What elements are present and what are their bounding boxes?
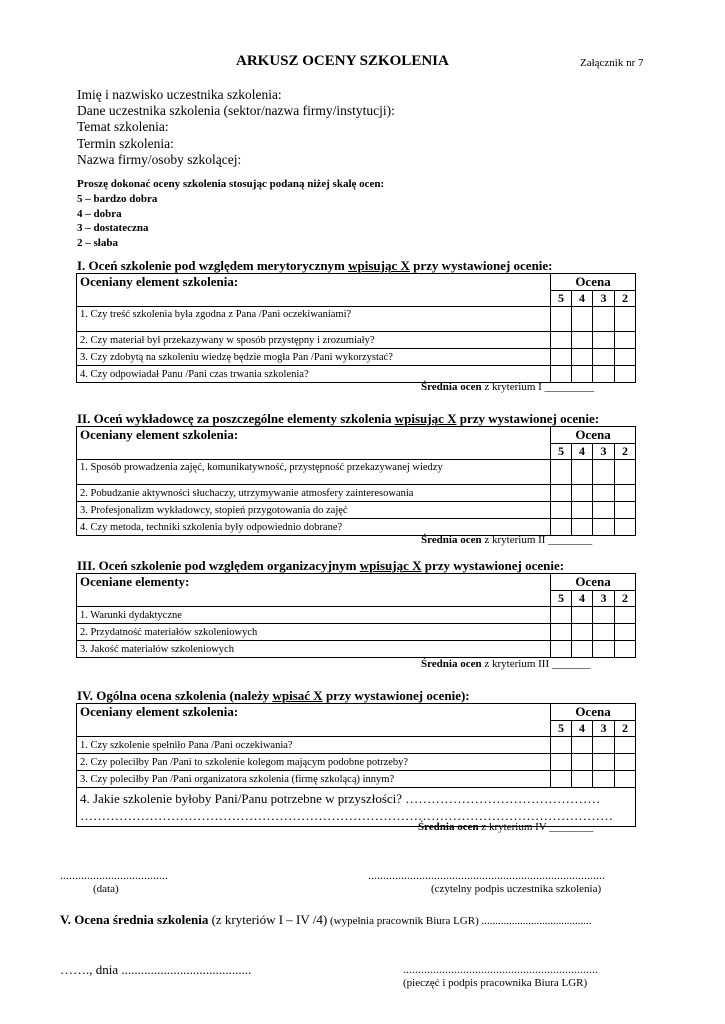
column-header: Oceniane elementy: [77,574,551,607]
participant-signature-label: (czytelny podpis uczestnika szkolenia) [431,883,602,895]
grade-cell[interactable] [615,332,636,349]
question: 1. Warunki dydaktyczne [77,607,551,624]
question: 4. Czy odpowiadał Panu /Pani czas trwania szkolenia? [77,366,551,383]
section-1-average: Średnia ocen z kryterium I _________ [421,381,595,393]
grading-scale [77,177,384,251]
grade-2: 2 [615,444,636,460]
grade-cell[interactable] [551,332,572,349]
question: 1. Czy treść szkolenia była zgodna z Pana /Pani oczekiwaniami? [77,307,551,332]
section-5-line: V. Ocena średnia szkolenia (z kryteriów I – IV /4) (wypełnia pracownik Biura LGR) ........................................ [60,912,592,927]
scale-item: 4 – dobra [77,207,122,220]
grade-cell[interactable] [593,485,615,502]
grade-cell[interactable] [572,502,593,519]
column-header: Oceniany element szkolenia: [77,274,551,307]
section-3-title: III. Oceń szkolenie pod względem organizacyjnym wpisując X przy wystawionej ocenie: [77,558,565,573]
table-row [77,332,636,349]
grade-cell[interactable] [593,737,615,754]
grade-cell[interactable] [572,307,593,332]
grade-cell[interactable] [551,366,572,383]
column-header: Oceniany element szkolenia: [77,704,551,737]
info-line: Termin szkolenia: [77,135,174,151]
grade-cell[interactable] [593,771,615,788]
grade-cell[interactable] [615,307,636,332]
column-header: Oceniany element szkolenia: [77,427,551,460]
grade-cell[interactable] [593,519,615,536]
ocena-header: Ocena [551,704,636,721]
section-1-table [76,273,636,383]
stamp-signature-label: (pieczęć i podpis pracownika Biura LGR) [403,977,588,989]
grade-cell[interactable] [572,349,593,366]
table-row [77,307,636,332]
scale-item: 3 – dostateczna [77,222,149,235]
table-row [77,485,636,502]
grade-cell[interactable] [615,502,636,519]
question: 4. Czy metoda, techniki szkolenia były odpowiednio dobrane? [77,519,551,536]
grade-cell[interactable] [551,754,572,771]
grade-cell[interactable] [593,349,615,366]
date-place-line[interactable]: ……., dnia ........................................ [60,962,252,977]
section-3-table [76,573,636,658]
stamp-signature-dots[interactable]: ................................................................. [403,962,598,976]
grade-cell[interactable] [572,519,593,536]
grade-cell[interactable] [551,502,572,519]
info-line: Imię i nazwisko uczestnika szkolenia: [77,87,282,102]
grade-3: 3 [593,291,615,307]
grade-cell[interactable] [593,460,615,485]
table-row [77,754,636,771]
grade-5: 5 [551,591,572,607]
grade-5: 5 [551,291,572,307]
grade-cell[interactable] [593,502,615,519]
question: 2. Czy materiał był przekazywany w sposób przystępny i zrozumiały? [77,332,551,349]
section-4-table [76,703,636,827]
info-line: Nazwa firmy/osoby szkolącej: [77,151,242,167]
document-title: ARKUSZ OCENY SZKOLENIA [236,53,449,69]
grade-2: 2 [615,591,636,607]
ocena-header: Ocena [551,274,636,291]
question: 2. Przydatność materiałów szkoleniowych [77,624,551,641]
table-row [77,460,636,485]
grade-cell[interactable] [615,366,636,383]
grade-cell[interactable] [615,607,636,624]
section-4-title: IV. Ogólna ocena szkolenia (należy wpisać X przy wystawionej ocenie): [77,688,470,703]
question: 2. Czy poleciłby Pan /Pani to szkolenie kolegom mającym podobne potrzeby? [77,754,551,771]
section-4-average: Średnia ocen z kryterium IV ________ [418,821,594,833]
grade-cell[interactable] [593,366,615,383]
date-dots[interactable]: .................................... [60,868,168,882]
grade-cell[interactable] [615,485,636,502]
annex-number: Załącznik nr 7 [580,57,644,69]
ocena-header: Ocena [551,427,636,444]
grade-cell[interactable] [551,641,572,658]
question: 3. Czy poleciłby Pan /Pani organizatora szkolenia (firmę szkolącą) innym? [77,771,551,788]
participant-signature-dots[interactable]: ............................................................................... [368,868,605,882]
grade-cell[interactable] [551,307,572,332]
info-line: Temat szkolenia: [77,119,169,135]
section-3-average: Średnia ocen z kryterium III _______ [421,658,591,670]
ocena-header: Ocena [551,574,636,591]
grade-cell[interactable] [551,607,572,624]
grade-cell[interactable] [615,349,636,366]
grade-cell[interactable] [615,737,636,754]
grade-cell[interactable] [572,754,593,771]
table-row [77,641,636,658]
question: 3. Czy zdobytą na szkoleniu wiedzę będzie mogła Pan /Pani wykorzystać? [77,349,551,366]
table-row [77,349,636,366]
question: 3. Jakość materiałów szkoleniowych [77,641,551,658]
scale-item: 5 – bardzo dobra [77,192,158,205]
table-row [77,607,636,624]
grade-cell[interactable] [572,737,593,754]
grade-cell[interactable] [593,624,615,641]
table-row [77,519,636,536]
participant-info [77,87,395,168]
grade-4: 4 [572,721,593,737]
grade-cell[interactable] [615,624,636,641]
section-2-title: II. Oceń wykładowcę za poszczególne elementy szkolenia wpisując X przy wystawionej ocenie: [77,411,600,426]
info-line: Dane uczestnika szkolenia (sektor/nazwa firmy/instytucji): [77,103,395,119]
table-row [77,624,636,641]
grade-3: 3 [593,444,615,460]
table-row [77,737,636,754]
grade-cell[interactable] [593,607,615,624]
grade-cell[interactable] [551,771,572,788]
grade-4: 4 [572,444,593,460]
grade-2: 2 [615,721,636,737]
grade-cell[interactable] [572,332,593,349]
grade-cell[interactable] [593,641,615,658]
grade-cell[interactable] [551,624,572,641]
grade-cell[interactable] [572,624,593,641]
table-row [77,366,636,383]
grade-3: 3 [593,721,615,737]
question: 1. Czy szkolenie spełniło Pana /Pani oczekiwania? [77,737,551,754]
grade-cell[interactable] [572,771,593,788]
open-question-line-2: …………………………………………………………………………………………………………… [80,808,613,823]
scale-item: 2 – słaba [77,237,118,250]
section-2-average: Średnia ocen z kryterium II ________ [421,534,593,546]
grade-cell[interactable] [593,307,615,332]
grade-cell[interactable] [615,754,636,771]
grade-cell[interactable] [593,754,615,771]
section-1-title: I. Oceń szkolenie pod względem merytorycznym wpisując X przy wystawionej ocenie: [77,258,553,273]
grade-cell[interactable] [551,519,572,536]
grade-2: 2 [615,291,636,307]
grade-cell[interactable] [572,485,593,502]
grade-cell[interactable] [572,641,593,658]
grade-cell[interactable] [551,460,572,485]
grade-cell[interactable] [572,366,593,383]
section-2-table [76,426,636,536]
grade-5: 5 [551,444,572,460]
question: 3. Profesjonalizm wykładowcy, stopień przygotowania do zajęć [77,502,551,519]
grade-cell[interactable] [615,641,636,658]
grade-cell[interactable] [615,460,636,485]
grade-cell[interactable] [615,519,636,536]
open-question-line-1: 4. Jakie szkolenie byłoby Pani/Panu potrzebne w przyszłości? ……………………………………… [80,791,601,806]
grade-5: 5 [551,721,572,737]
date-label: (data) [93,883,119,895]
scale-intro: Proszę dokonać oceny szkolenia stosując podaną niżej skalę ocen: [77,178,385,190]
grade-cell[interactable] [572,460,593,485]
grade-cell[interactable] [551,737,572,754]
grade-cell[interactable] [551,485,572,502]
table-row [77,502,636,519]
grade-cell[interactable] [615,771,636,788]
question: 2. Pobudzanie aktywności słuchaczy, utrzymywanie atmosfery zainteresowania [77,485,551,502]
grade-cell[interactable] [593,332,615,349]
table-row [77,771,636,788]
grade-4: 4 [572,591,593,607]
grade-4: 4 [572,291,593,307]
grade-3: 3 [593,591,615,607]
question: 1. Sposób prowadzenia zajęć, komunikatywność, przystępność przekazywanej wiedzy [77,460,551,485]
grade-cell[interactable] [551,349,572,366]
grade-cell[interactable] [572,607,593,624]
